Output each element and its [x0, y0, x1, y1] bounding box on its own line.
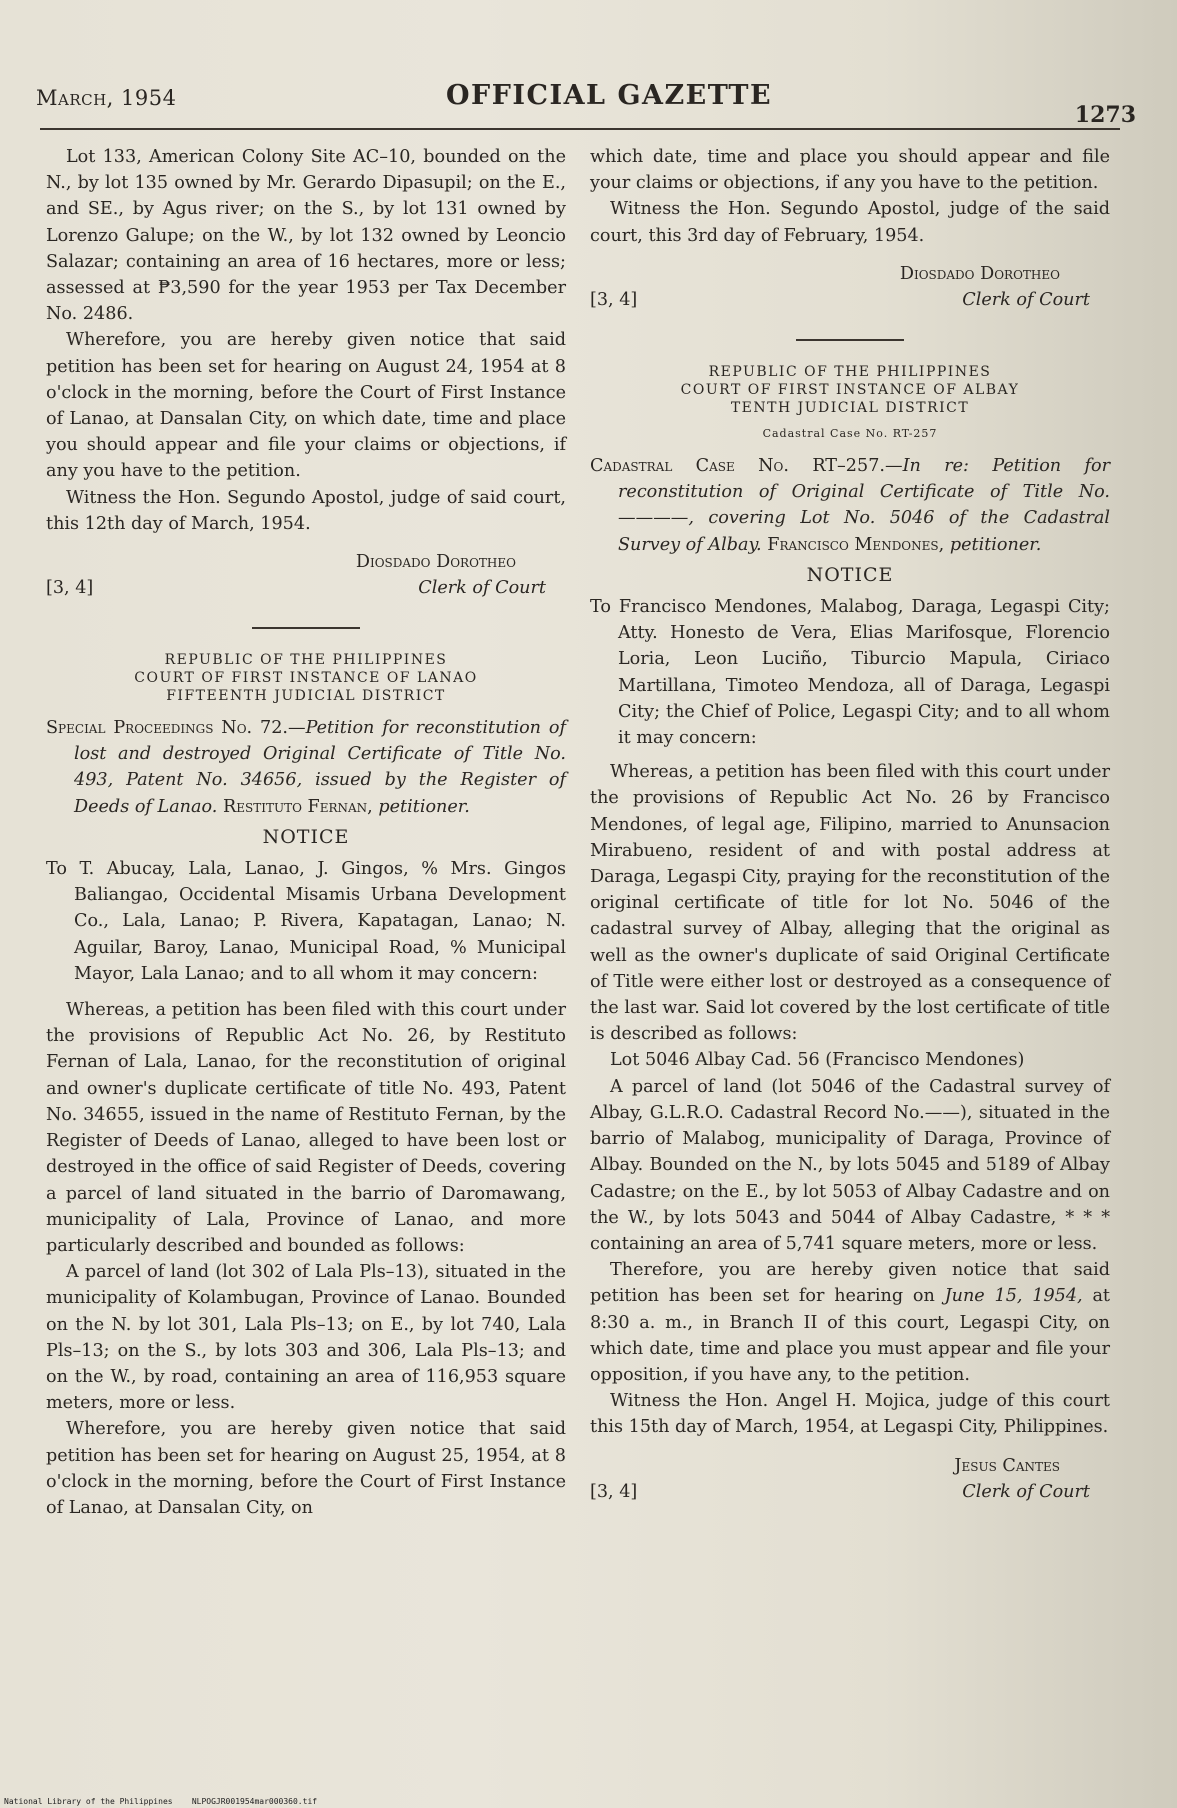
section-divider — [252, 627, 360, 629]
insertion-mark: [3, 4] — [590, 1481, 638, 1502]
hearing-text: Therefore, you are hereby given notice that said petition has been set for hearing on — [590, 1260, 1110, 1307]
case-caption — [590, 453, 1110, 558]
hearing-date: June 15, 1954, — [944, 1286, 1083, 1307]
court-line: COURT OF FIRST INSTANCE OF ALBAY — [680, 381, 1020, 398]
court-line: REPUBLIC OF THE PHILIPPINES — [164, 652, 448, 669]
lot-heading: Lot 5046 Albay Cad. 56 (Francisco Mendones) — [610, 1050, 1025, 1071]
signature-block — [46, 549, 566, 607]
clerk-role: Clerk of Court — [962, 1481, 1090, 1502]
case-label: Cadastral Case No. RT–257.— — [590, 456, 903, 477]
continued-paragraph: which date, time and place you should appear and file your claims or objections, if any you have to the petition. — [590, 147, 1110, 194]
addressees: To Francisco Mendones, Malabog, Daraga, Legaspi City; Atty. Honesto de Vera, Elias Marifosque, Florencio Loria, Leon Luciño, Tiburcio Mapula, Ciriaco Martillana, Timoteo Mendoza, all of Daraga, Legaspi City; the Chief of Police, Legaspi City; and to all whom it may concern: — [590, 597, 1110, 749]
clerk-role: Clerk of Court — [418, 578, 546, 599]
court-line: TENTH JUDICIAL DISTRICT — [730, 399, 970, 416]
case-label: Special Proceedings No. 72.— — [46, 718, 306, 739]
clerk-name: Jesus Cantes — [954, 1455, 1060, 1476]
petitioner-role: petitioner. — [378, 796, 470, 817]
lot-description-paragraph: Lot 133, American Colony Site AC–10, bounded on the N., by lot 135 owned by Mr. Gerardo Dipasupil; on the E., and SE., by Agus river; on the S., by lot 131 owned by Lorenzo Galupe; on the W., by lot 132 owned by Leoncio Salazar; containing an area of 16 hectares, more or less; assessed at ₱3,590 for the year 1953 per Tax December No. 2486. — [46, 147, 566, 325]
insertion-mark: [3, 4] — [590, 289, 638, 310]
insertion-mark: [3, 4] — [46, 578, 94, 599]
whereas-paragraph: Whereas, a petition has been filed with this court under the provisions of Republic Act No. 26 by Francisco Mendones, of legal age, Filipino, married to Anunsacion Mirabueno, resident of and with postal address at Daraga, Legaspi City, praying for the reconstitution of the original certificate of title for lot No. 5046 of the cadastral survey of Albay, alleging that the original as well as the owner's duplicate of said Original Certificate of Title were either lost or destroyed as a consequence of the last war. Said lot covered by the lost certificate of title is described as follows: — [590, 762, 1110, 1045]
case-caption — [46, 715, 566, 820]
clerk-role: Clerk of Court — [962, 289, 1090, 310]
witness-paragraph: Witness the Hon. Segundo Apostol, judge of the said court, this 3rd day of February, 1954. — [590, 199, 1110, 246]
petitioner-name: Restituto Fernan, — [222, 796, 373, 817]
right-column — [590, 144, 1110, 1511]
scan-footer — [4, 1797, 317, 1806]
petitioner-role: petitioner. — [949, 534, 1042, 555]
hearing-notice-paragraph: Wherefore, you are hereby given notice that said petition has been set for hearing on August 24, 1954 at 8 o'clock in the morning, before the Court of First Instance of Lanao, at Dansalan City, on which date, time and place you should appear and file your claims or objections, if any you have to the petition. — [46, 330, 566, 482]
hearing-notice-paragraph: Wherefore, you are hereby given notice that said petition has been set for hearing on August 25, 1954, at 8 o'clock in the morning, before the Court of First Instance of Lanao, at Dansalan City, on — [46, 1419, 566, 1518]
page-number: 1273 — [1074, 102, 1136, 128]
issue-date: March, 1954 — [36, 86, 177, 110]
court-heading — [590, 363, 1110, 417]
court-line: COURT OF FIRST INSTANCE OF LANAO — [134, 670, 478, 687]
witness-paragraph: Witness the Hon. Segundo Apostol, judge of said court, this 12th day of March, 1954. — [46, 487, 566, 534]
case-title: In re: Petition for reconstitution of Original Certificate of Title No. ————, covering Lot No. 5046 of the Cadastral Survey of Albay. — [618, 456, 1110, 555]
court-line: FIFTEENTH JUDICIAL DISTRICT — [166, 688, 446, 705]
whereas-paragraph: Whereas, a petition has been filed with this court under the provisions of Republic Act No. 26, by Restituto Fernan of Lala, Lanao, for the reconstitution of original and owner's duplicate certificate of title No. 493, Patent No. 34655, issued in the name of Restituto Fernan, by the Register of Deeds of Lanao, alleged to have been lost or destroyed in the office of said Register of Deeds, covering a parcel of land situated in the barrio of Daromawang, municipality of Lala, Province of Lanao, and more particularly described and bounded as follows: — [46, 1000, 566, 1256]
header-rule — [40, 128, 1120, 130]
case-title: Petition for reconstitution of lost and destroyed Original Certificate of Title No. 493, Patent No. 34656, issued by the Register of Deeds of Lanao. — [74, 718, 566, 817]
court-line: REPUBLIC OF THE PHILIPPINES — [708, 363, 992, 380]
clerk-name: Diosdado Dorotheo — [355, 552, 516, 573]
left-column — [46, 144, 566, 1521]
scan-filename: NLPOGJR001954mar000360.tif — [191, 1797, 318, 1806]
case-number-small: Cadastral Case No. RT-257 — [762, 426, 938, 440]
library-credit: National Library of the Philippines — [4, 1797, 173, 1806]
page-header — [36, 80, 1136, 128]
notice-heading: NOTICE — [262, 825, 350, 848]
court-heading — [46, 651, 566, 705]
section-divider — [796, 339, 904, 341]
hearing-notice-paragraph — [590, 1257, 1110, 1388]
clerk-name: Diosdado Dorotheo — [899, 263, 1060, 284]
witness-paragraph: Witness the Hon. Angel H. Mojica, judge of this court this 15th day of March, 1954, at Legaspi City, Philippines. — [590, 1391, 1110, 1438]
signature-block — [590, 1453, 1110, 1511]
signature-block — [590, 261, 1110, 319]
parcel-description: A parcel of land (lot 302 of Lala Pls–13), situated in the municipality of Kolambugan, Province of Lanao. Bounded on the N. by lot 301, Lala Pls–13; on E., by lot 740, Lala Pls–13; on the S., by lots 303 and 306, Lala Pls–13; and on the W., by road, containing an area of 116,953 square meters, more or less. — [46, 1262, 566, 1414]
publication-title: OFFICIAL GAZETTE — [446, 80, 773, 111]
notice-heading: NOTICE — [806, 563, 894, 586]
parcel-description: A parcel of land (lot 5046 of the Cadastral survey of Albay, G.L.R.O. Cadastral Record No.——), situated in the barrio of Malabog, municipality of Daraga, Province of Albay. Bounded on the N., by lots 5045 and 5189 of Albay Cadastre; on the E., by lot 5053 of Albay Cadastre and on the W., by lots 5043 and 5044 of Albay Cadastre, * * * containing an area of 5,741 square meters, more or less. — [590, 1076, 1110, 1254]
addressees: To T. Abucay, Lala, Lanao, J. Gingos, % Mrs. Gingos Baliangao, Occidental Misamis Urbana Development Co., Lala, Lanao; P. Rivera, Kapatagan, Lanao; N. Aguilar, Baroy, Lanao, Municipal Road, % Municipal Mayor, Lala Lanao; and to all whom it may concern: — [46, 859, 566, 984]
petitioner-name: Francisco Mendones, — [767, 534, 945, 555]
hearing-text-cont: at 8:30 a. m., in Branch II of this court, Legaspi City, on which date, time and place you must appear and file your opposition, if you have any, to the petition. — [590, 1286, 1111, 1385]
